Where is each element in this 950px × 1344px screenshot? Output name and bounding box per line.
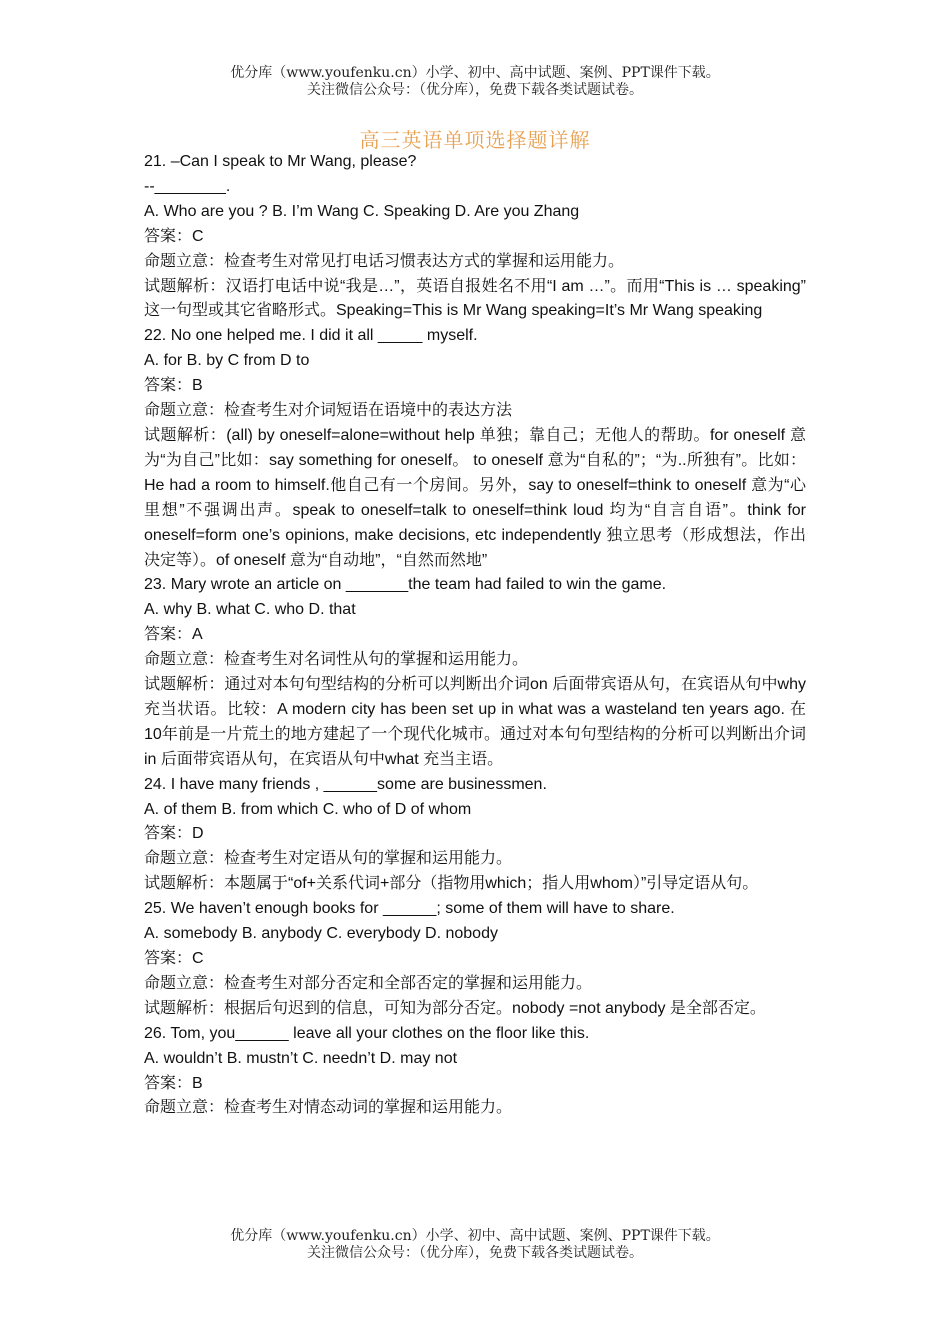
analysis-23: 试题解析：通过对本句句型结构的分析可以判断出介词on 后面带宾语从句，在宾语从句中why 充当状语。比较：A modern city has been set up in what was a wasteland ten years ago. 在10年前是一片荒土的地方建起了一个现代化城市。通过对本句句型结构的分析可以判断出介词in 后面带宾语从句，在宾语从句中what 充当主语。 [144,676,806,768]
question-22: 22. No one helped me. I did it all _____ myself. [144,327,478,345]
analysis-24: 试题解析：本题属于“of+关系代词+部分（指物用which；指人用whom）”引导定语从句。 [144,875,759,893]
answer-22: 答案：B [144,377,203,395]
question-25: 25. We haven’t enough books for ______; some of them will have to share. [144,900,675,918]
question-21: 21. –Can I speak to Mr Wang, please? [144,153,417,170]
answer-21: 答案：C [144,227,204,245]
analysis-25: 试题解析：根据后句迟到的信息，可知为部分否定。nobody =not anybody 是全部否定。 [144,999,766,1017]
answer-blank-21: --________. [144,177,231,195]
intent-25: 命题立意：检查考生对部分否定和全部否定的掌握和运用能力。 [144,974,593,992]
intent-24: 命题立意：检查考生对定语从句的掌握和运用能力。 [144,850,513,868]
footer-line-2: 关注微信公众号：（优分库），免费下载各类试题试卷。 [307,1245,643,1261]
options-24: A. of them B. from which C. who of D of whom [144,800,472,818]
question-24: 24. I have many friends , ______some are businessmen. [144,775,547,793]
page-header [0,65,950,99]
document-body [144,150,806,1121]
intent-21: 命题立意：检查考生对常见打电话习惯表达方式的掌握和运用能力。 [144,252,625,270]
options-21: A. Who are you ? B. I’m Wang C. Speaking D. Are you Zhang [144,202,580,220]
options-23: A. why B. what C. who D. that [144,601,356,619]
intent-26: 命题立意：检查考生对情态动词的掌握和运用能力。 [144,1099,513,1117]
header-line-1: 优分库（www.youfenku.cn）小学、初中、高中试题、案例、PPT课件下载。 [230,65,720,81]
page-footer [0,1228,950,1262]
answer-26: 答案：B [144,1074,203,1092]
header-line-2: 关注微信公众号：（优分库），免费下载各类试题试卷。 [307,82,643,98]
options-22: A. for B. by C from D to [144,352,310,370]
question-23: 23. Mary wrote an article on _______the team had failed to win the game. [144,576,667,594]
footer-line-1: 优分库（www.youfenku.cn）小学、初中、高中试题、案例、PPT课件下载。 [230,1228,720,1244]
intent-23: 命题立意：检查考生对名词性从句的掌握和运用能力。 [144,651,529,669]
page-title: 高三英语单项选择题详解 [359,128,591,152]
analysis-21: 试题解析：汉语打电话中说“我是…”，英语自报姓名不用“I am …”。而用“This is … speaking” 这一句型或其它省略形式。Speaking=This is Mr Wang speaking=It’s Mr Wang speaking [144,277,806,320]
answer-25: 答案：C [144,950,204,967]
options-26: A. wouldn’t B. mustn’t C. needn’t D. may not [144,1049,458,1067]
intent-22: 命题立意：检查考生对介词短语在语境中的表达方法 [144,402,513,420]
answer-23: 答案：A [144,626,203,644]
analysis-22: 试题解析：(all) by oneself=alone=without help 单独；靠自己；无他人的帮助。for oneself 意为“为自己”比如：say something for oneself。 to oneself 意为“自私的”；“为..所独有”。比如：He had a room to himself.他自己有一个房间。另外，say to oneself=think to oneself 意为“心里想”不强调出声。speak to oneself=talk to oneself=think loud 均为“自言自语”。think for oneself=form one’s opinions, make decisions, etc independently 独立思考（形成想法，作出决定等）。of oneself 意为“自动地”，“自然而然地” [144,426,806,569]
answer-24: 答案：D [144,825,204,843]
question-26: 26. Tom, you______ leave all your clothes on the floor like this. [144,1024,590,1042]
options-25: A. somebody B. anybody C. everybody D. nobody [144,925,498,943]
